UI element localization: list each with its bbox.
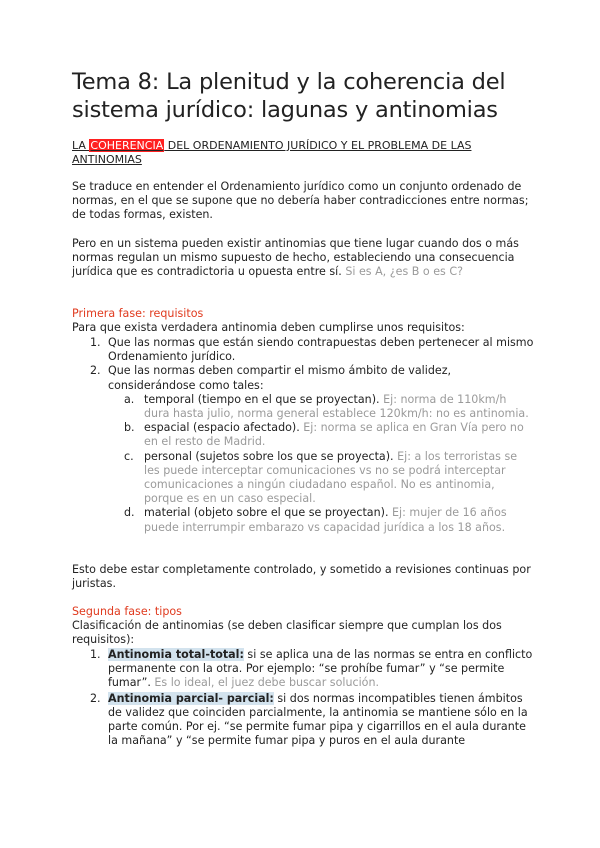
sub-list-item-letter: d. [124, 506, 135, 520]
list-item-text: Que las normas deben compartir el mismo ámbito de validez, considerándose como tales: [108, 364, 452, 392]
list-item [72, 364, 534, 392]
list-item [72, 336, 534, 364]
list-item [72, 648, 534, 691]
segunda-fase-intro: Clasificación de antinomias (se deben clasificar siempre que cumplan los dos requisitos): [72, 619, 502, 647]
paragraph-intro: Se traduce en entender el Ordenamiento jurídico como un conjunto ordenado de normas, en el que se supone que no debería haber contradicciones entre normas; de todas formas, existen. [72, 180, 529, 222]
list-item-number: 2. [90, 691, 101, 705]
sub-list-item-letter: a. [124, 392, 135, 406]
sub-list-item-text: temporal (tiempo en el que se proyectan). [144, 392, 384, 406]
list-item-text: si dos normas incompatibles tienen ámbitos de validez que coinciden parcialmente, la antinomia se mantiene sólo en la parte común. Por ej. “se permite fumar pipa y cigarrillos en el aula durante la mañana” y “se permite fumar pipa y puros en el aula durante [108, 691, 528, 748]
tipos-list [72, 648, 534, 748]
sub-list-item-letter: b. [124, 421, 135, 435]
sub-list-item-text: personal (sujetos sobre los que se proyecta). [144, 449, 398, 463]
list-item-number: 2. [90, 364, 101, 378]
section-heading [72, 139, 532, 167]
list-item-number: 1. [90, 336, 101, 349]
list-item [72, 692, 534, 749]
paragraph-antinomias-text: Pero en un sistema pueden existir antinomias que tiene lugar cuando dos o más normas regulan un mismo supuesto de hecho, estableciendo una consecuencia jurídica que es contradictoria u opuesta entre sí. [72, 237, 519, 279]
section-heading-pre: LA [72, 139, 90, 152]
primera-fase-intro: Para que exista verdadera antinomia deben cumplirse unos requisitos: [72, 321, 465, 334]
list-item-text: si se aplica una de las normas se entra en conflicto permanente con la otra. Por ejemplo: “se prohíbe fumar” y “se permite fumar”. [108, 648, 533, 690]
list-item-text: Que las normas que están siendo contrapuestas deben pertenecer al mismo Ordenamiento jurídico. [108, 336, 534, 364]
heading-segunda-fase: Segunda fase: tipos [72, 605, 182, 618]
document-title: Tema 8: La plenitud y la coherencia del sistema jurídico: lagunas y antinomias [72, 69, 506, 123]
list-item-number: 1. [90, 648, 101, 661]
paragraph-antinomias [72, 237, 534, 280]
section-heading-post: DEL ORDENAMIENTO JURÍDICO Y EL PROBLEMA DE LAS ANTINOMIAS [72, 139, 472, 166]
sub-list-item [72, 450, 534, 507]
sub-list-item-text: material (objeto sobre el que se proyectan). [144, 506, 393, 520]
list-item-note: Es lo ideal, el juez debe buscar solución. [154, 676, 379, 690]
sub-list-item-note: Ej: norma de 110km/h dura hasta julio, norma general establece 120km/h: no es antinomia. [144, 392, 529, 421]
heading-primera-fase: Primera fase: requisitos [72, 307, 204, 320]
requisitos-list [72, 336, 534, 535]
sub-list-item-note: Ej: norma se aplica en Gran Vía pero no en el resto de Madrid. [144, 421, 524, 449]
sub-list-item-text: espacial (espacio afectado). [144, 421, 304, 435]
section-heading-highlight: COHERENCIA [90, 139, 164, 152]
paragraph-antinomias-note: Si es A, ¿es B o es C? [345, 265, 463, 279]
list-item-label: Antinomia parcial- parcial: [108, 691, 274, 705]
sub-list-item-note: Ej: mujer de 16 años puede interrumpir embarazo vs capacidad jurídica a los 18 años. [144, 506, 507, 534]
sub-list-item [72, 393, 534, 421]
paragraph-control: Esto debe estar completamente controlado, y sometido a revisiones continuas por juristas. [72, 563, 531, 591]
list-item-label: Antinomia total-total: [108, 648, 244, 661]
sub-list-item-note: Ej: a los terroristas se les puede interceptar comunicaciones vs no se podrá interceptar comunicaciones a ningún ciudadano español. No es antinomia, porque es en un caso especial. [144, 449, 518, 506]
sub-list-item [72, 506, 534, 534]
sub-list-item-letter: c. [124, 449, 134, 463]
sub-list-item [72, 421, 534, 449]
